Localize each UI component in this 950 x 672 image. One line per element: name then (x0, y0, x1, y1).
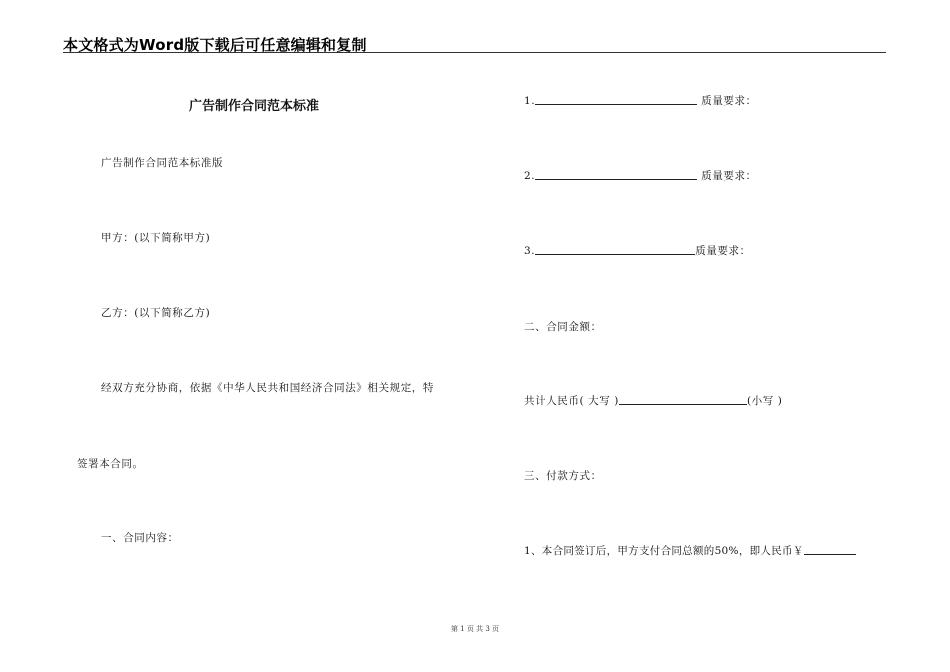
payment-line-1 (524, 543, 856, 558)
item-3-line (524, 243, 751, 258)
item-1-blank (535, 93, 697, 105)
total-blank (619, 393, 747, 405)
item-1-quality: 质量要求： (701, 95, 757, 107)
header-divider (63, 52, 886, 53)
item-3-quality: 质量要求： (695, 245, 751, 257)
item-2-blank (535, 168, 697, 180)
item-2-line (524, 168, 757, 183)
item-2-number: 2. (524, 170, 536, 182)
intro-line-1: 经双方充分协商，依据《中华人民共和国经济合同法》相关规定，特 (101, 382, 434, 394)
section-payment-method: 三、付款方式： (524, 470, 602, 482)
total-amount-line (524, 393, 783, 408)
header-title: 本文格式为Word版下载后可任意编辑和复制 (63, 36, 367, 54)
item-1-line (524, 93, 757, 108)
party-a-line: 甲方：(以下简称甲方) (101, 232, 211, 244)
total-suffix: (小写 ) (746, 395, 783, 407)
section-contract-amount: 二、合同金额： (524, 321, 602, 333)
payment-text: 1、本合同签订后，甲方支付合同总额的50%，即人民币￥ (524, 545, 804, 557)
item-3-blank (535, 243, 695, 255)
page-number: 第 1 页 共 3 页 (450, 625, 500, 633)
party-b-line: 乙方：(以下简称乙方) (101, 307, 211, 319)
item-2-quality: 质量要求： (701, 170, 757, 182)
total-prefix: 共计人民币( 大写 ) (524, 395, 619, 407)
payment-blank (804, 543, 856, 555)
section-contract-content: 一、合同内容： (101, 532, 179, 544)
document-title: 广告制作合同范本标准 (189, 99, 320, 114)
subtitle: 广告制作合同范本标准版 (101, 157, 224, 169)
item-1-number: 1. (524, 95, 536, 107)
item-3-number: 3. (524, 245, 536, 257)
intro-line-2: 签署本合同。 (77, 458, 144, 470)
